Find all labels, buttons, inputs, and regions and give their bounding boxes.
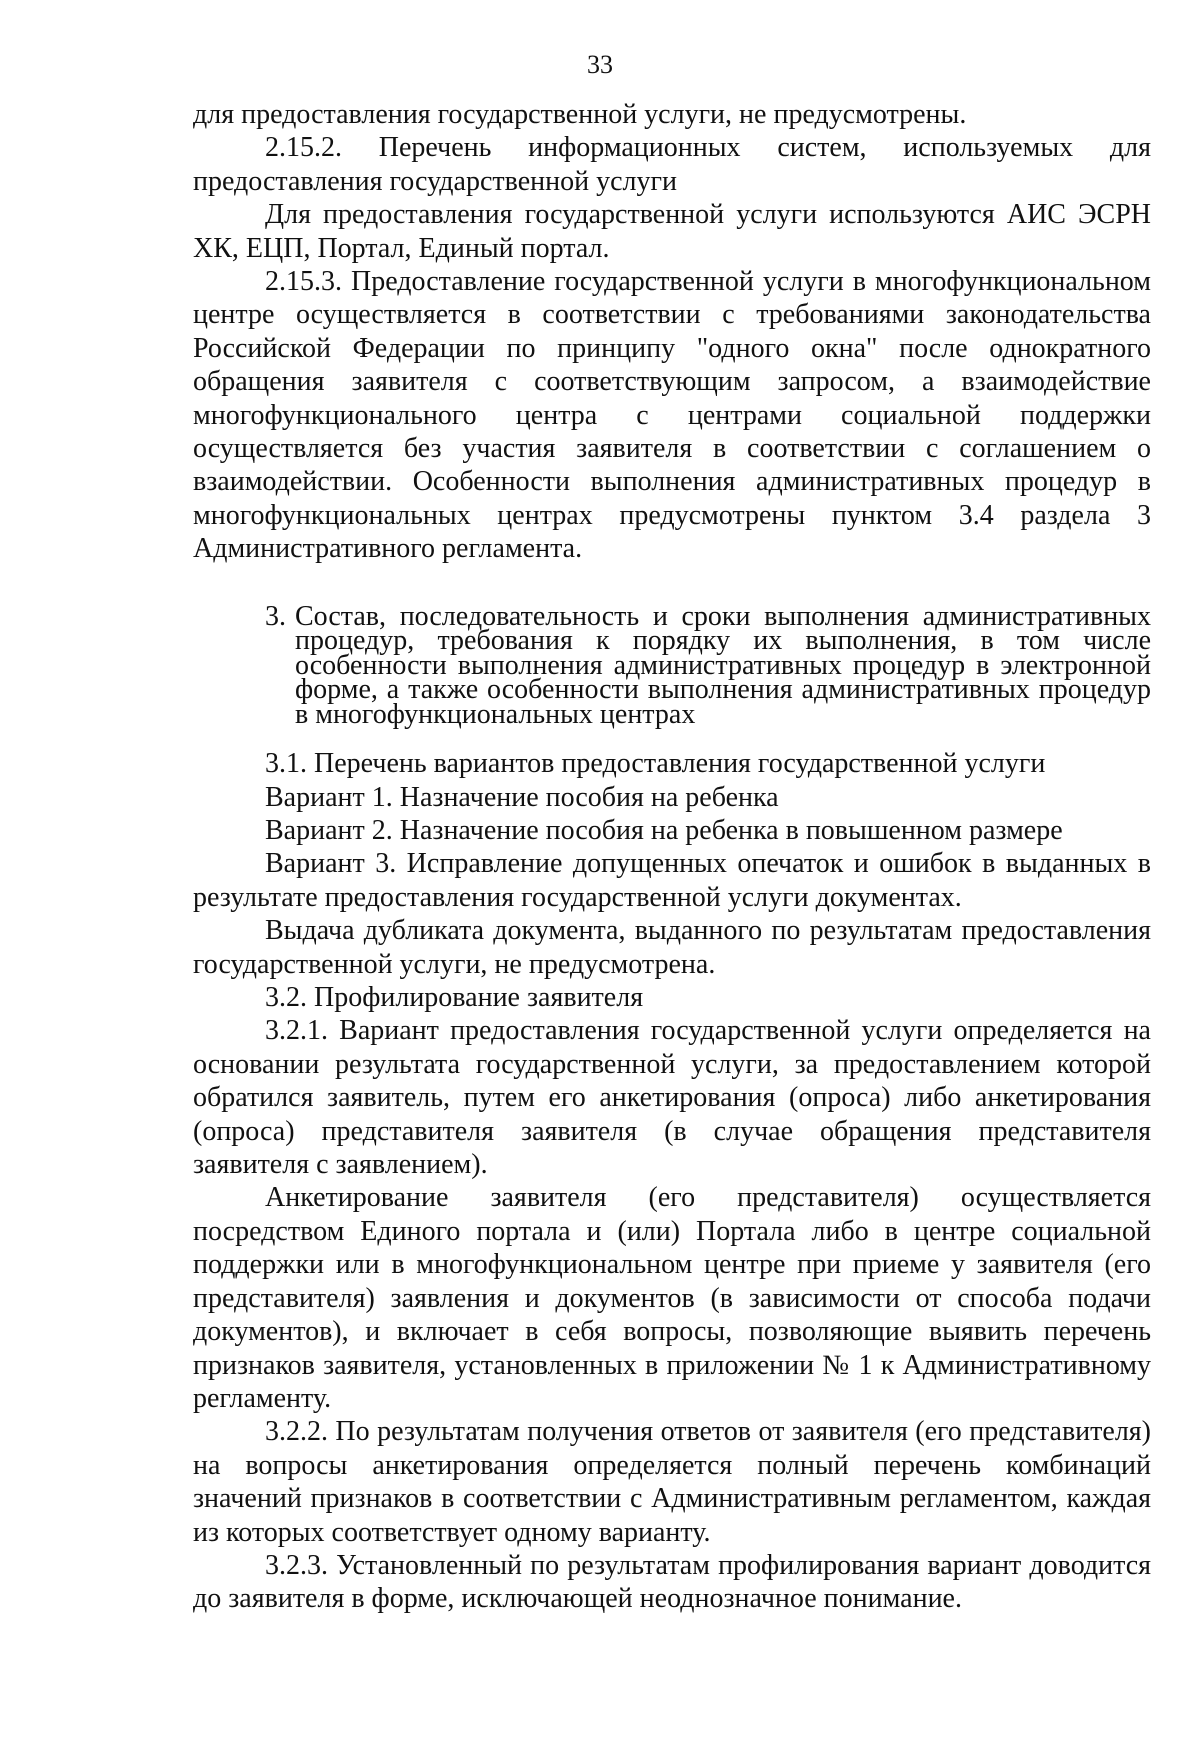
paragraph-3-2-2: 3.2.2. По результатам получения ответов от заявителя (его представителя) на вопросы анкетирования определяется полный перечень комбинаций значений признаков в соответствии с Административным регламентом, каждая из которых соответствует одному варианту. [193,1416,1151,1548]
section-3-title: Состав, последовательность и сроки выполнения административных процедур, требования к порядку их выполнения, в том числе особенности выполнения административных процедур в электронной форме, а также особенности выполнения административных процедур в многофункциональных центрах [295,600,1151,730]
section-3-number: 3. [265,600,286,632]
paragraph-3-1: 3.1. Перечень вариантов предоставления государственной услуги [265,748,1046,780]
section-3-heading [193,600,1151,730]
paragraph-2-15-2: 2.15.2. Перечень информационных систем, используемых для предоставления государственной услуги [193,132,1151,197]
paragraph-information-systems: Для предоставления государственной услуги используются АИС ЭСРН ХК, ЕЦП, Портал, Единый портал. [193,199,1151,264]
paragraph-3-2-3: 3.2.3. Установленный по результатам профилирования вариант доводится до заявителя в форме, исключающей неоднозначное понимание. [193,1549,1151,1615]
paragraph-3-2-1: 3.2.1. Вариант предоставления государственной услуги определяется на основании результата государственной услуги, за предоставлением которой обратился заявитель, путем его анкетирования (опроса) либо анкетирования (опроса) представителя заявителя (в случае обращения представителя заявителя с заявлением). [193,1015,1151,1181]
document-body [193,98,1151,1616]
paragraph-variant-3: Вариант 3. Исправление допущенных опечаток и ошибок в выданных в результате предоставления государственной услуги документах. [193,848,1151,913]
paragraph-duplicate: Выдача дубликата документа, выданного по результатам предоставления государственной услуги, не предусмотрена. [193,915,1151,980]
paragraph-3-2: 3.2. Профилирование заявителя [265,982,644,1014]
paragraph-2-15-3: 2.15.3. Предоставление государственной услуги в многофункциональном центре осуществляется в соответствии с требованиями законодательства Российской Федерации по принципу "одного окна" после однократного обращения заявителя с соответствующим запросом, а взаимодействие многофункционального центра с центрами социальной поддержки осуществляется без участия заявителя в соответствии с соглашением о взаимодействии. Особенности выполнения административных процедур в многофункциональных центрах предусмотрены пунктом 3.4 раздела 3 Административного регламента. [193,266,1151,565]
page-number: 33 [587,50,613,79]
paragraph-variant-2: Вариант 2. Назначение пособия на ребенка в повышенном размере [265,815,1063,846]
paragraph-questionnaire: Анкетирование заявителя (его представителя) осуществляется посредством Единого портала и (или) Портала либо в центре социальной поддержки или в многофункциональном центре при приеме у заявителя (его представителя) заявления и документов (в зависимости от способа подачи документов), и включает в себя вопросы, позволяющие выявить перечень признаков заявителя, установленных в приложении № 1 к Административному регламенту. [193,1182,1151,1414]
paragraph-continuation: для предоставления государственной услуги, не предусмотрены. [193,99,967,130]
paragraph-variant-1: Вариант 1. Назначение пособия на ребенка [265,781,779,813]
